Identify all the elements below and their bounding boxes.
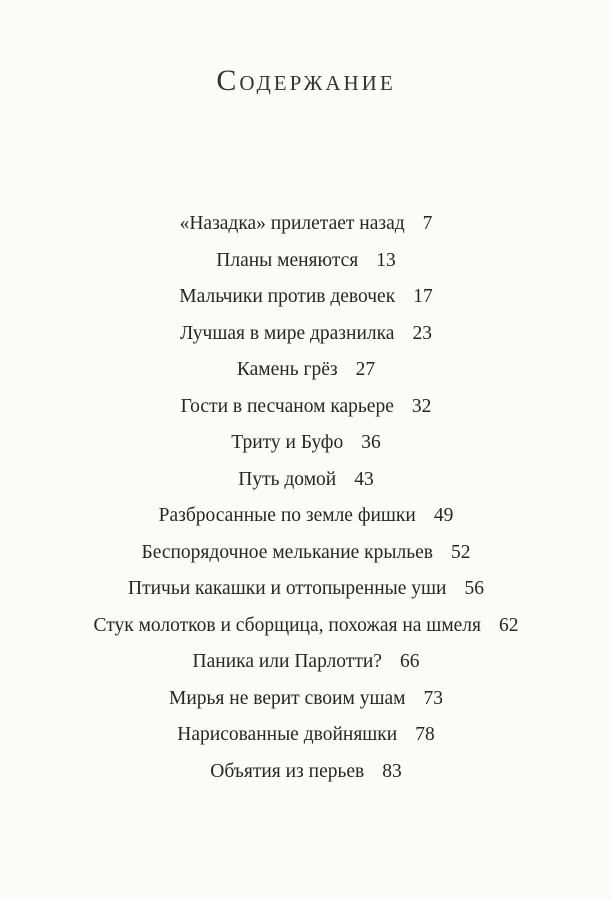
list-item[interactable] <box>0 425 612 462</box>
chapter-title: Мальчики против девочек <box>179 286 396 307</box>
list-item[interactable] <box>0 498 612 535</box>
list-item[interactable] <box>0 571 612 608</box>
chapter-title: Разбросанные по земле фишки <box>158 505 416 526</box>
list-item[interactable] <box>0 717 612 754</box>
chapter-title: Триту и Буфо <box>231 432 344 453</box>
page-title: Содержание <box>216 64 396 97</box>
chapter-page-number: 43 <box>354 468 374 490</box>
chapter-title: Беспорядочное мелькание крыльев <box>141 541 433 563</box>
chapter-page-number: 52 <box>451 541 471 563</box>
chapter-title: Объятия из перьев <box>210 760 365 782</box>
chapter-title: Планы меняются <box>216 249 359 271</box>
chapter-title: Путь домой <box>238 468 337 490</box>
list-item[interactable] <box>0 243 612 280</box>
chapter-page-number: 49 <box>433 505 454 526</box>
chapter-title: «Назадка» прилетает назад <box>179 213 405 234</box>
list-item[interactable] <box>0 754 612 791</box>
chapter-page-number: 23 <box>412 322 432 344</box>
table-of-contents <box>0 206 612 790</box>
chapter-title: Гости в песчаном карьере <box>180 395 394 417</box>
list-item[interactable] <box>0 535 612 572</box>
list-item[interactable] <box>0 681 612 718</box>
list-item[interactable] <box>0 206 612 243</box>
chapter-page-number: 13 <box>376 249 396 271</box>
list-item[interactable] <box>0 608 612 645</box>
list-item[interactable] <box>0 462 612 499</box>
chapter-page-number: 56 <box>464 578 484 599</box>
list-item[interactable] <box>0 316 612 353</box>
chapter-title: Птичьи какашки и оттопыренные уши <box>127 578 447 599</box>
chapter-page-number: 7 <box>422 213 433 234</box>
chapter-page-number: 66 <box>399 651 420 672</box>
list-item[interactable] <box>0 352 612 389</box>
chapter-title: Лучшая в мире дразнилка <box>180 322 395 344</box>
chapter-title: Нарисованные двойняшки <box>177 724 398 745</box>
chapter-page-number: 27 <box>355 359 376 380</box>
chapter-page-number: 78 <box>415 724 435 745</box>
chapter-title: Стук молотков и сборщица, похожая на шмеля <box>93 614 482 636</box>
chapter-page-number: 17 <box>413 286 433 307</box>
chapter-page-number: 83 <box>382 760 402 782</box>
chapter-page-number: 32 <box>411 395 432 417</box>
chapter-title: Мирья не верит своим ушам <box>169 687 406 709</box>
list-item[interactable] <box>0 644 612 681</box>
chapter-page-number: 36 <box>361 432 381 453</box>
chapter-page-number: 62 <box>499 614 519 636</box>
list-item[interactable] <box>0 279 612 316</box>
chapter-title: Камень грёз <box>236 359 338 380</box>
chapter-page-number: 73 <box>423 687 443 709</box>
list-item[interactable] <box>0 389 612 426</box>
chapter-title: Паника или Парлотти? <box>192 651 382 672</box>
